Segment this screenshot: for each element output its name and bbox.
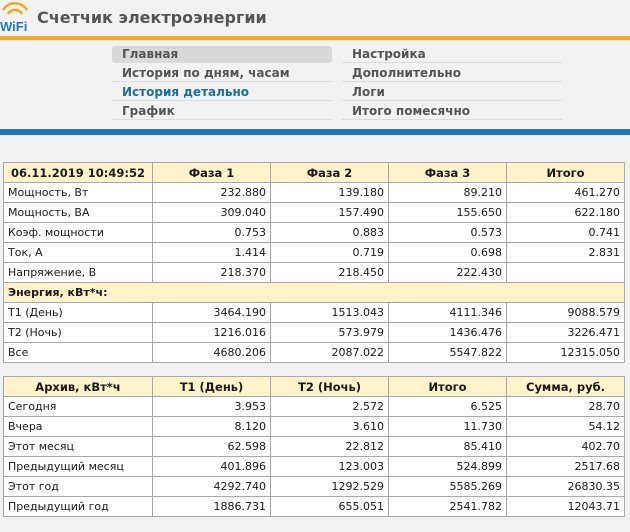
value-cell: 155.650 [389, 203, 507, 223]
table-row [4, 203, 625, 223]
value-cell: 5547.822 [389, 343, 507, 363]
archive-table [3, 376, 625, 517]
menu-item-settings[interactable]: Настройка [342, 46, 562, 63]
table-row [4, 223, 625, 243]
value-cell: 232.880 [153, 183, 271, 203]
value-cell: 3.610 [271, 417, 389, 437]
menu-item-chart[interactable]: График [112, 103, 332, 120]
value-cell: 5585.269 [389, 477, 507, 497]
menu-item-history-days-hours[interactable]: История по дням, часам [112, 65, 332, 82]
value-cell: 401.896 [153, 457, 271, 477]
phase1-header: Фаза 1 [153, 163, 271, 183]
archive-header: Архив, кВт*ч [4, 377, 153, 397]
table-header-row [4, 377, 625, 397]
table-row [4, 243, 625, 263]
row-label: Этот месяц [4, 437, 153, 457]
value-cell: 1886.731 [153, 497, 271, 517]
value-cell: 4292.740 [153, 477, 271, 497]
value-cell: 2.572 [271, 397, 389, 417]
value-cell: 4680.206 [153, 343, 271, 363]
current-readings-table [3, 162, 625, 363]
value-cell: 28.70 [507, 397, 625, 417]
total-header: Итого [389, 377, 507, 397]
value-cell: 622.180 [507, 203, 625, 223]
table-row [4, 437, 625, 457]
phase3-header: Фаза 3 [389, 163, 507, 183]
value-cell: 0.573 [389, 223, 507, 243]
t2-night-header: Т2 (Ночь) [271, 377, 389, 397]
value-cell: 123.003 [271, 457, 389, 477]
value-cell: 12043.71 [507, 497, 625, 517]
row-label: Сегодня [4, 397, 153, 417]
phase2-header: Фаза 2 [271, 163, 389, 183]
t1-day-header: Т1 (День) [153, 377, 271, 397]
value-cell: 1292.529 [271, 477, 389, 497]
value-cell: 6.525 [389, 397, 507, 417]
wifi-logo-icon [0, 0, 30, 34]
value-cell: 0.753 [153, 223, 271, 243]
value-cell [507, 263, 625, 283]
row-label: Этот год [4, 477, 153, 497]
value-cell: 139.180 [271, 183, 389, 203]
app-title: Счетчик электроэнергии [37, 8, 267, 27]
main-menu [112, 46, 567, 122]
value-cell: 218.370 [153, 263, 271, 283]
value-cell: 4111.346 [389, 303, 507, 323]
value-cell: 3.953 [153, 397, 271, 417]
row-label: Все [4, 343, 153, 363]
row-label: Мощность, Вт [4, 183, 153, 203]
sum-rub-header: Сумма, руб. [507, 377, 625, 397]
row-label: Т2 (Ночь) [4, 323, 153, 343]
energy-section-row [4, 283, 625, 303]
value-cell: 3464.190 [153, 303, 271, 323]
value-cell: 461.270 [507, 183, 625, 203]
logo-text: WiFi [0, 19, 28, 34]
value-cell: 1216.016 [153, 323, 271, 343]
value-cell: 222.430 [389, 263, 507, 283]
value-cell: 2517.68 [507, 457, 625, 477]
table-row [4, 477, 625, 497]
value-cell: 2.831 [507, 243, 625, 263]
value-cell: 9088.579 [507, 303, 625, 323]
row-label: Предыдущий год [4, 497, 153, 517]
value-cell: 22.812 [271, 437, 389, 457]
value-cell: 89.210 [389, 183, 507, 203]
value-cell: 573.979 [271, 323, 389, 343]
value-cell: 54.12 [507, 417, 625, 437]
value-cell: 1436.476 [389, 323, 507, 343]
menu-item-history-detailed[interactable]: История детально [112, 84, 332, 101]
value-cell: 0.698 [389, 243, 507, 263]
row-label: Коэф. мощности [4, 223, 153, 243]
content-divider [0, 129, 630, 135]
table-row [4, 323, 625, 343]
value-cell: 11.730 [389, 417, 507, 437]
menu-item-monthly-total[interactable]: Итого помесячно [342, 103, 562, 120]
table-header-row [4, 163, 625, 183]
value-cell: 1.414 [153, 243, 271, 263]
row-label: Т1 (День) [4, 303, 153, 323]
row-label: Напряжение, В [4, 263, 153, 283]
value-cell: 0.741 [507, 223, 625, 243]
app-header [0, 0, 630, 36]
value-cell: 85.410 [389, 437, 507, 457]
value-cell: 8.120 [153, 417, 271, 437]
value-cell: 655.051 [271, 497, 389, 517]
value-cell: 2087.022 [271, 343, 389, 363]
table-row [4, 183, 625, 203]
table-row [4, 397, 625, 417]
row-label: Вчера [4, 417, 153, 437]
value-cell: 2541.782 [389, 497, 507, 517]
value-cell: 1513.043 [271, 303, 389, 323]
value-cell: 0.883 [271, 223, 389, 243]
value-cell: 12315.050 [507, 343, 625, 363]
menu-item-main[interactable]: Главная [112, 46, 332, 63]
table-row [4, 303, 625, 323]
menu-item-additional[interactable]: Дополнительно [342, 65, 562, 82]
table-row [4, 417, 625, 437]
value-cell: 3226.471 [507, 323, 625, 343]
table-row [4, 457, 625, 477]
value-cell: 524.899 [389, 457, 507, 477]
total-header: Итого [507, 163, 625, 183]
value-cell: 309.040 [153, 203, 271, 223]
row-label: Ток, А [4, 243, 153, 263]
value-cell: 402.70 [507, 437, 625, 457]
table-row [4, 497, 625, 517]
row-label: Предыдущий месяц [4, 457, 153, 477]
row-label: Мощность, ВА [4, 203, 153, 223]
table-row [4, 343, 625, 363]
value-cell: 0.719 [271, 243, 389, 263]
table-row [4, 263, 625, 283]
timestamp-header: 06.11.2019 10:49:52 [4, 163, 153, 183]
value-cell: 62.598 [153, 437, 271, 457]
energy-section-title: Энергия, кВт*ч: [4, 283, 625, 303]
value-cell: 26830.35 [507, 477, 625, 497]
header-divider [0, 36, 630, 40]
value-cell: 218.450 [271, 263, 389, 283]
menu-item-logs[interactable]: Логи [342, 84, 562, 101]
value-cell: 157.490 [271, 203, 389, 223]
